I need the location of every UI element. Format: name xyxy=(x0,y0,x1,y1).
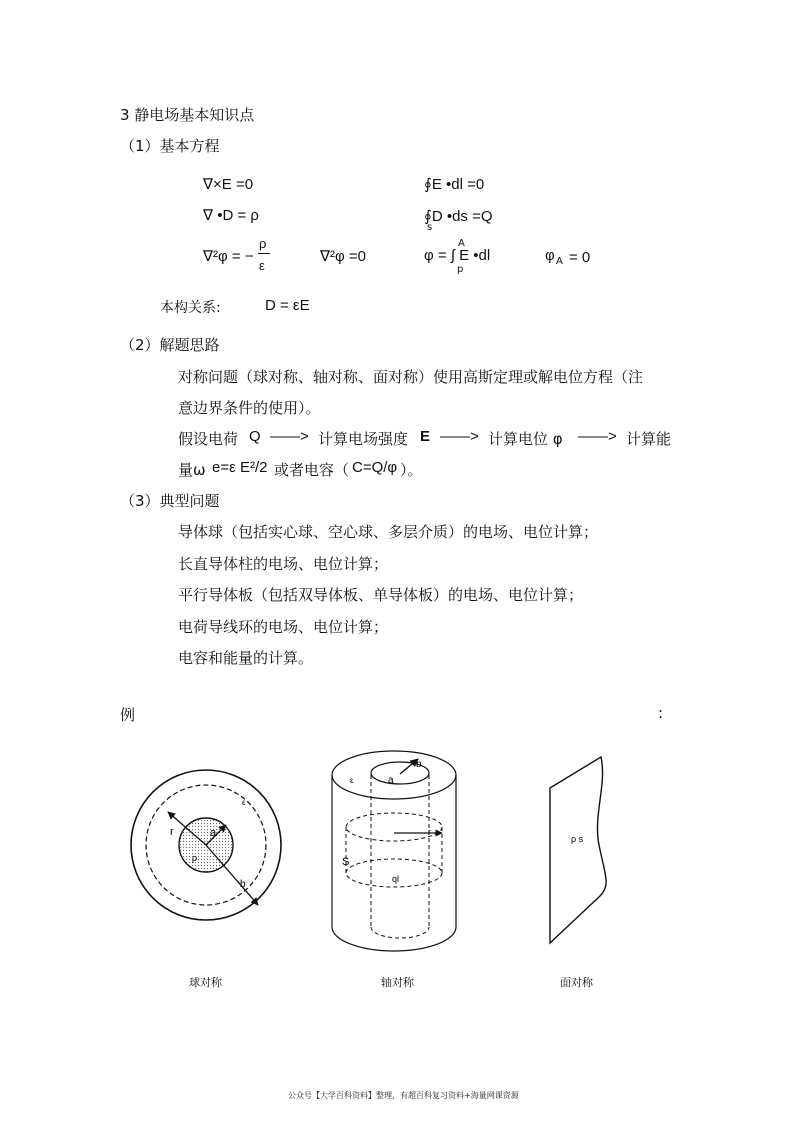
problem-item: 电荷导线环的电场、电位计算； xyxy=(178,618,389,636)
equation-surface-d: ∮D •ds =Q xyxy=(424,208,493,225)
outer-cylinder-top xyxy=(332,751,456,799)
poisson-denominator: ε xyxy=(259,258,265,273)
outer-cylinder-bottom xyxy=(332,927,456,951)
method-end: ）。 xyxy=(400,461,423,479)
footer-note: 公众号【大学百科资料】整理，有超百科复习资料+海量网课资源 xyxy=(288,1091,519,1100)
label-a: a xyxy=(210,827,217,839)
subsection-solution-method: （2）解题思路 xyxy=(120,336,220,354)
method-field-e: E xyxy=(420,428,431,445)
method-energy-formula: e=ε E²/2 xyxy=(212,459,268,476)
arrow-2: ——> xyxy=(440,428,479,445)
label-r: r xyxy=(428,827,431,837)
method-compute-field: 计算电场强度 xyxy=(318,430,409,448)
problem-item: 导体球（包括实心球、空心球、多层介质）的电场、电位计算； xyxy=(178,523,599,541)
equation-laplace: ∇²φ =0 xyxy=(320,248,367,265)
equation-div-d: ∇ •D = ρ xyxy=(203,207,259,224)
poisson-numerator: ρ xyxy=(259,236,267,251)
integral-lower-limit: p xyxy=(457,264,464,275)
cylinder-caption: 轴对称 xyxy=(381,976,414,989)
label-a: a xyxy=(388,775,394,786)
cylinder-figure xyxy=(328,745,463,957)
arrow-1: ——> xyxy=(270,428,309,445)
label-rho: ρ xyxy=(192,853,198,863)
equation-poisson: ∇²φ = − xyxy=(203,248,254,265)
method-compute-energy: 计算能 xyxy=(626,430,672,448)
equation-curl-e: ∇×E =0 xyxy=(203,176,254,193)
method-capacitance-label: 或者电容（ xyxy=(274,461,350,479)
method-charge-q: Q xyxy=(249,428,261,445)
constitutive-label: 本构关系: xyxy=(160,300,221,316)
method-line-2: 意边界条件的使用）。 xyxy=(178,399,321,417)
subsection-basic-equations: （1）基本方程 xyxy=(120,137,220,155)
equation-loop-e: ∮E •dl =0 xyxy=(424,176,485,193)
label-ql: ql xyxy=(392,874,400,884)
constitutive-formula: D = εE xyxy=(265,297,310,314)
problem-item: 平行导体板（包括双导体板、单导体板）的电场、电位计算； xyxy=(178,586,584,604)
integral-upper-limit: A xyxy=(458,238,465,249)
plane-figure xyxy=(545,755,615,947)
charged-plane xyxy=(550,757,606,943)
label-b: b xyxy=(240,879,246,890)
sphere-caption: 球对称 xyxy=(189,976,222,989)
method-assume-charge: 假设电荷 xyxy=(178,430,239,448)
phi-a-subscript: A xyxy=(556,256,563,267)
phi-a-symbol: φ xyxy=(545,247,555,264)
section-title: 3 静电场基本知识点 xyxy=(120,106,255,124)
inner-cylinder-bottom xyxy=(371,927,429,938)
label-r: r xyxy=(170,826,174,838)
equation-surface-subscript: s xyxy=(427,222,433,233)
plane-caption: 面对称 xyxy=(560,976,593,989)
method-capacitance-formula: C=Q/φ xyxy=(352,459,398,476)
example-label: 例 xyxy=(120,706,136,724)
label-b: b xyxy=(416,759,422,770)
problem-item: 长直导体柱的电场、电位计算； xyxy=(178,555,389,573)
example-colon: : xyxy=(658,704,664,722)
label-s: S xyxy=(342,856,350,868)
phi-a-rhs: = 0 xyxy=(569,249,591,266)
arrow-3: ——> xyxy=(578,428,617,445)
fraction-bar xyxy=(258,253,270,254)
label-eps: ε xyxy=(350,776,354,785)
method-energy-label: 量ω xyxy=(178,461,206,479)
problem-item: 电容和能量的计算。 xyxy=(178,649,314,667)
subsection-typical-problems: （3）典型问题 xyxy=(120,492,220,510)
method-compute-potential: 计算电位 φ xyxy=(488,430,563,448)
equation-potential: φ = ∫ E •dl xyxy=(424,247,491,264)
method-line-1: 对称问题（球对称、轴对称、面对称）使用高斯定理或解电位方程（注 xyxy=(178,368,644,386)
label-rho-s: ρ s xyxy=(571,834,584,844)
label-eps: ε xyxy=(242,798,246,807)
sphere-figure xyxy=(128,765,288,925)
